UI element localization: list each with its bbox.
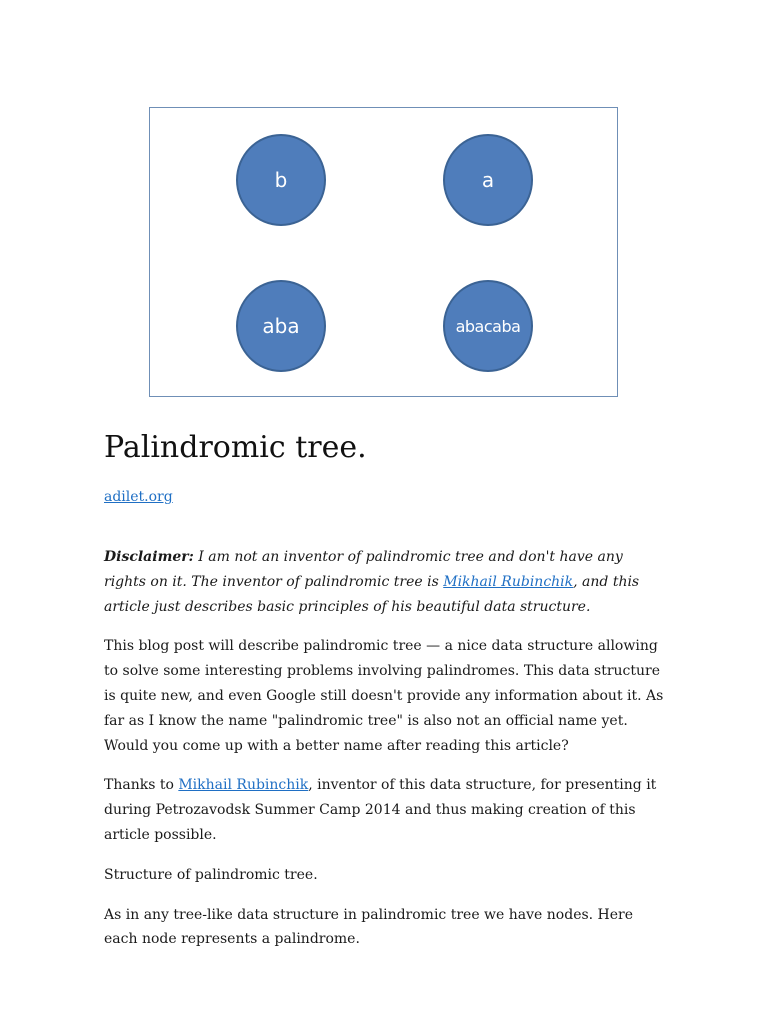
thanks-paragraph	[104, 773, 666, 847]
node-circle	[236, 134, 326, 226]
article-body	[104, 545, 666, 967]
node-circle	[443, 134, 533, 226]
node-circle	[236, 280, 326, 372]
node-label: b	[274, 168, 288, 192]
disclaimer-text-end: , and this article just describes basic principles of his beautiful data structure.	[104, 573, 640, 615]
thanks-text-end: , inventor of this data structure, for presenting it during Petrozavodsk Summer Camp 2014 and thus making creation of this article possible.	[104, 777, 657, 843]
author-link[interactable]: Mikhail Rubinchik	[443, 573, 574, 590]
node-label: a	[481, 168, 495, 192]
node-label: aba	[262, 314, 300, 338]
site-link[interactable]: adilet.org	[104, 489, 173, 505]
intro-paragraph: This blog post will describe palindromic tree — a nice data structure allowing to solve some interesting problems involving palindromes. This data structure is quite new, and even Google still doesn't provide any information about it. As far as I know the name "palindromic tree" is also not an official name yet. Would you come up with a better name after reading this article?	[104, 638, 664, 754]
structure-paragraph: As in any tree-like data structure in palindromic tree we have nodes. Here each node represents a palindrome.	[104, 906, 634, 948]
article-title: Palindromic tree.	[104, 430, 367, 465]
disclaimer-paragraph	[104, 545, 666, 619]
thanks-text: Thanks to	[104, 777, 179, 794]
section-heading: Structure of palindromic tree.	[104, 866, 318, 883]
node-circle	[443, 280, 533, 372]
node-label: abacaba	[455, 316, 521, 336]
disclaimer-label: Disclaimer:	[104, 549, 194, 565]
author-link[interactable]: Mikhail Rubinchik	[178, 777, 309, 794]
palindrome-nodes-figure	[149, 107, 618, 397]
disclaimer-text: I am not an inventor of palindromic tree and don't have any rights on it. The inventor of palindromic tree is	[104, 549, 623, 590]
